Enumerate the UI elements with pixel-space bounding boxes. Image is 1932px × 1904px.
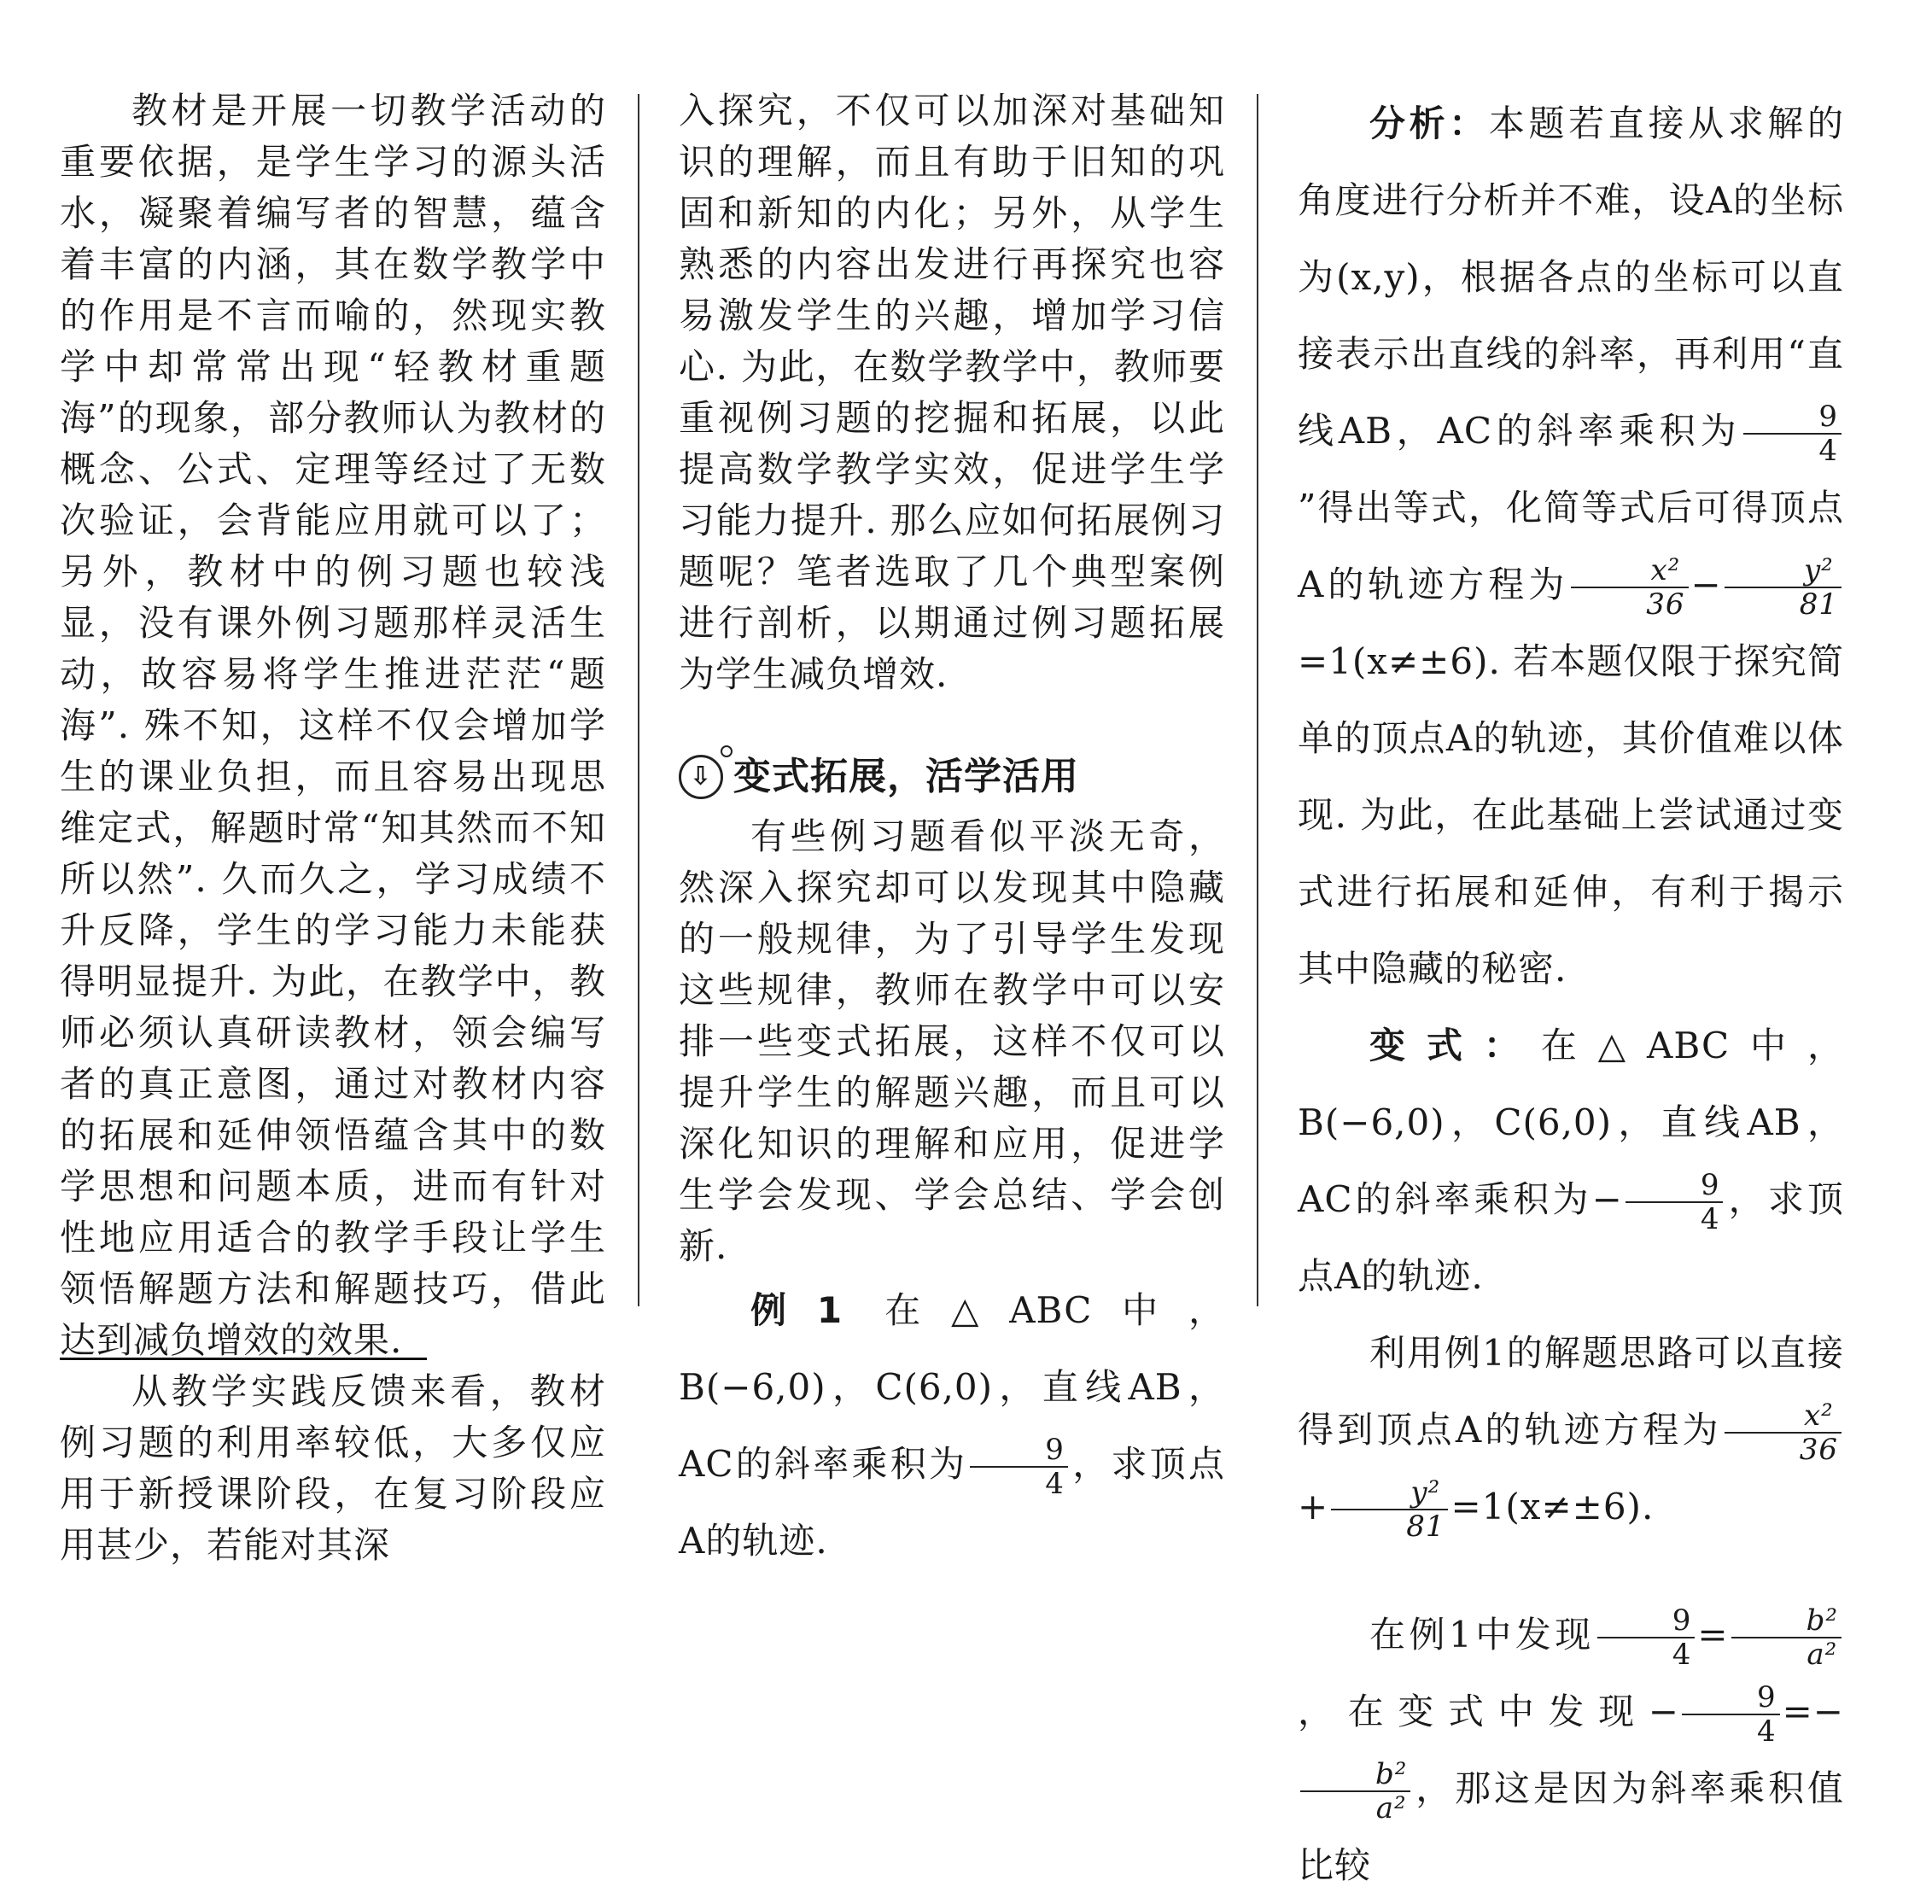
- fraction-numerator: 9: [1626, 1169, 1724, 1203]
- paragraph: [1298, 1597, 1844, 1904]
- fraction-denominator: 4: [1756, 1714, 1777, 1749]
- section-title: 变式拓展，活学活用: [733, 755, 1079, 798]
- paragraph: 教材是开展一切教学活动的重要依据，是学生学习的源头活水，凝聚着编写者的智慧，蕴含着丰富的内涵，其在数学教学中的作用是不言而喻的，然现实教学中却常常出现“轻教材重题海”的现象，部分教师认为教材的概念、公式、定理等经过了无数次验证，会背能应用就可以了；另外，教材中的例习题也较浅显，没有课外例习题那样灵活生动，故容易将学生推进茫茫“题海”. 殊不知，这样不仅会增加学生的课业负担，而且容易出现思维定式，解题时常“知其然而不知所以然”. 久而久之，学习成绩不升反降，学生的学习能力未能获得明显提升. 为此，在教学中，教师必须认真研读教材，领会编写者的真正意图，通过对教材内容的拓展和延伸领悟蕴含其中的数学思想和问题本质，进而有针对性地应用适合的教学手段让学生领悟解题方法和解题技巧，借此达到减负增效的效果.: [60, 90, 606, 1361]
- paragraph: [1298, 1315, 1844, 1545]
- fraction-numerator: x²: [1725, 1399, 1842, 1434]
- math-operator: =−: [1782, 1691, 1844, 1732]
- analysis-label: 分析：: [1369, 102, 1489, 144]
- fraction-numerator: b²: [1300, 1758, 1410, 1792]
- paragraph-text: ，那这是因为斜率乘积值比较: [1298, 1767, 1844, 1886]
- column-middle: [679, 85, 1225, 1580]
- analysis-text: ”得出等式，化简等式后可得顶点A的轨迹方程为: [1298, 487, 1844, 605]
- down-arrow-circle-icon: [679, 755, 723, 799]
- fraction: [1626, 1169, 1724, 1235]
- fraction-numerator: b²: [1731, 1604, 1842, 1638]
- math-operator: =: [1697, 1614, 1729, 1656]
- fraction: [970, 1434, 1068, 1500]
- paragraph-text: ，在变式中发现−: [1298, 1691, 1679, 1732]
- fraction-numerator: y²: [1331, 1476, 1448, 1510]
- fraction-denominator: 4: [1700, 1202, 1720, 1236]
- fraction-denominator: a²: [1375, 1791, 1407, 1825]
- variant-text: 在△ABC中，B(−6,0)，C(6,0)，直线AB，AC的斜率乘积为−: [1298, 1025, 1844, 1220]
- math-operator: +: [1298, 1486, 1329, 1527]
- fraction: [1725, 554, 1842, 621]
- column-divider: [1257, 94, 1258, 1306]
- fraction: [1300, 1758, 1410, 1825]
- example-1: [679, 1272, 1225, 1580]
- paragraph: 有些例习题看似平淡无奇，然深入探究却可以发现其中隐藏的一般规律，为了引导学生发现这些规律，教师在教学中可以安排一些变式拓展，这样不仅可以提升学生的解题兴趣，而且可以深化知识的理解和应用，促进学生学会发现、学会总结、学会创新.: [679, 815, 1225, 1267]
- variant-paragraph: [1298, 1007, 1844, 1315]
- column-right: [1298, 85, 1844, 1904]
- fraction: [1597, 1604, 1696, 1671]
- fraction-denominator: 36: [1799, 1433, 1838, 1467]
- fraction-denominator: a²: [1807, 1638, 1838, 1672]
- equation-tail: =1(x≠±6).: [1450, 1486, 1655, 1527]
- paragraph-text: 利用例1的解题思路可以直接得到顶点A的轨迹方程为: [1298, 1332, 1844, 1451]
- spacer: [1298, 1545, 1844, 1597]
- paragraph-text: 在例1中发现: [1369, 1614, 1595, 1656]
- section-icon-glyph: ⇩: [689, 762, 713, 791]
- fraction-denominator: 4: [1818, 434, 1838, 468]
- equation-tail: =1(x≠±6).: [1298, 640, 1514, 682]
- fraction: [1725, 1399, 1842, 1466]
- example-text: 在△ABC中，B(−6,0)，C(6,0)，直线AB，AC的斜率乘积为: [679, 1289, 1225, 1485]
- fraction-numerator: 9: [970, 1434, 1068, 1468]
- section-heading: [679, 751, 1225, 803]
- analysis-text: 若本题仅限于探究简单的顶点A的轨迹，其价值难以体现. 为此，在此基础上尝试通过变式进行拓展和延伸，有利于揭示其中隐藏的秘密.: [1298, 640, 1844, 990]
- example-label: 例1: [750, 1289, 843, 1331]
- variant-text: ，求顶点A的轨迹.: [1298, 1178, 1844, 1297]
- analysis-paragraph: [1298, 85, 1844, 1007]
- dot-icon: [721, 745, 733, 757]
- fraction-denominator: 81: [1799, 587, 1838, 622]
- fraction: [1571, 554, 1688, 621]
- paragraph: 入探究，不仅可以加深对基础知识的理解，而且有助于旧知的巩固和新知的内化；另外，从学生熟悉的内容出发进行再探究也容易激发学生的兴趣，增加学习信心. 为此，在数学教学中，教师要重视例习题的挖掘和拓展，以此提高数学教学实效，促进学生学习能力提升. 那么应如何拓展例习题呢？笔者选取了几个典型案例进行剖析，以期通过例习题拓展为学生减负增效.: [679, 90, 1225, 695]
- fraction-numerator: 9: [1743, 400, 1842, 435]
- column-left: [60, 85, 606, 1571]
- fraction-denominator: 4: [1045, 1467, 1065, 1501]
- variant-label: 变式：: [1369, 1025, 1541, 1066]
- fraction-numerator: x²: [1571, 554, 1688, 588]
- fraction-denominator: 81: [1406, 1510, 1445, 1544]
- fraction: [1682, 1681, 1780, 1748]
- math-operator: −: [1690, 564, 1722, 605]
- fraction-numerator: 9: [1682, 1681, 1780, 1715]
- example-text: ，求顶点A的轨迹.: [679, 1443, 1225, 1562]
- column-divider: [638, 94, 639, 1306]
- paragraph: 从教学实践反馈来看，教材例习题的利用率较低，大多仅应用于新授课阶段，在复习阶段应用甚少，若能对其深: [60, 1370, 606, 1566]
- fraction: [1743, 400, 1842, 467]
- fraction: [1731, 1604, 1842, 1671]
- fraction: [1331, 1476, 1448, 1543]
- fraction-numerator: y²: [1725, 554, 1842, 588]
- analysis-text: 本题若直接从求解的角度进行分析并不难，设A的坐标为(x,y)，根据各点的坐标可以直接表示出直线的斜率，再利用“直线AB，AC的斜率乘积为: [1298, 102, 1844, 452]
- fraction-denominator: 36: [1646, 587, 1685, 622]
- fraction-numerator: 9: [1597, 1604, 1696, 1638]
- fraction-denominator: 4: [1672, 1638, 1692, 1672]
